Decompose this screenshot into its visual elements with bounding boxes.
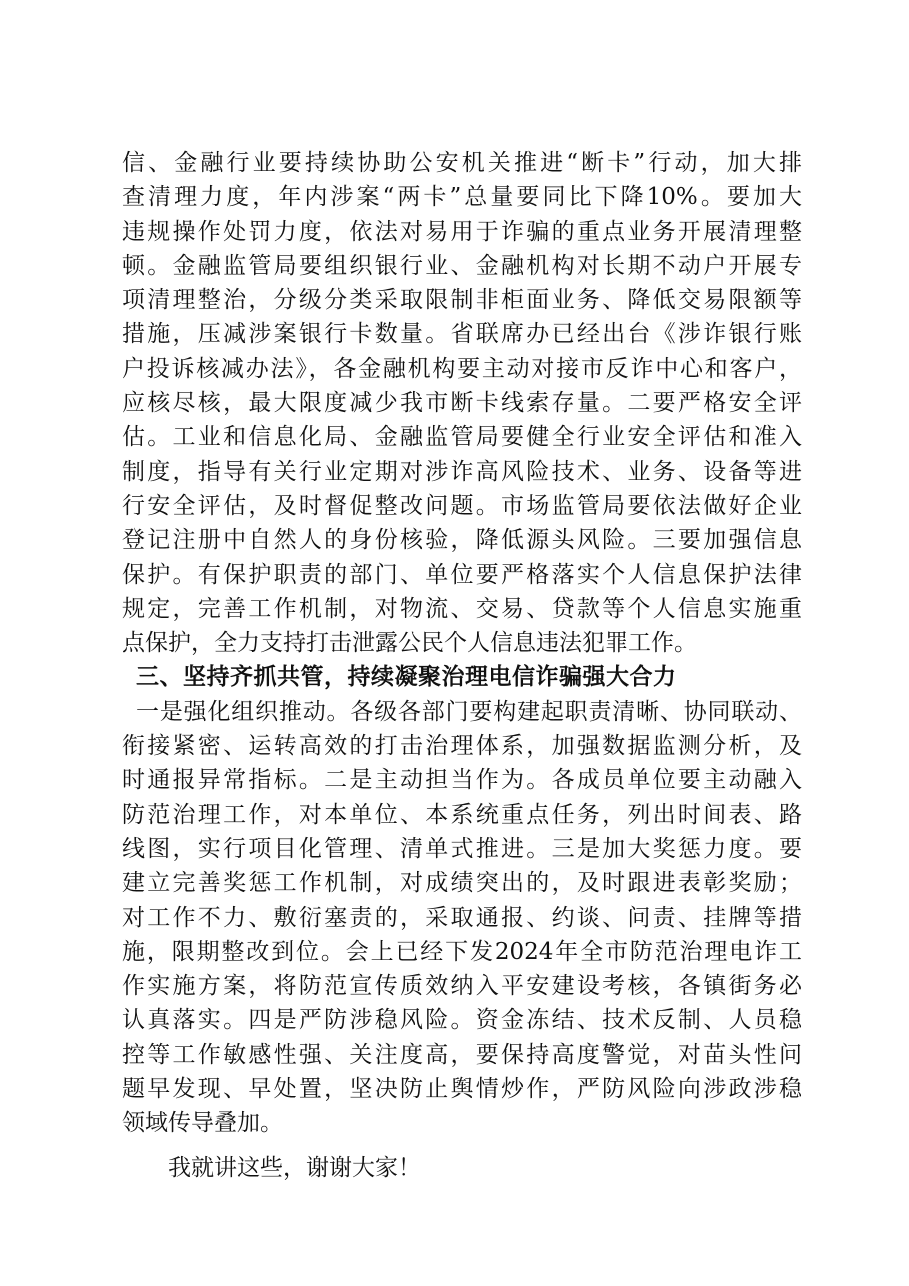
text-line: 规定，完善工作机制，对物流、交易、贷款等个人信息实施重 [122, 595, 802, 622]
text-line: 措施，压减涉案银行卡数量。省联席办已经出台《涉诈银行账 [122, 321, 802, 348]
text-line: 题早发现、早处置，坚决防止舆情炒作，严防风险向涉政涉稳 [122, 1076, 802, 1103]
text-line: 领域传导叠加。 [122, 1110, 283, 1137]
body-text [122, 146, 802, 1185]
text-line: 对工作不力、敷衍塞责的，采取通报、约谈、问责、挂牌等措 [122, 904, 802, 931]
text-line: 认真落实。四是严防涉稳风险。资金冻结、技术反制、人员稳 [122, 1007, 802, 1034]
text-line: 项清理整治，分级分类采取限制非柜面业务、降低交易限额等 [122, 287, 802, 314]
text-line: 作实施方案，将防范宣传质效纳入平安建设考核，各镇街务必 [122, 973, 802, 1000]
text-line: 查清理力度，年内涉案“两卡”总量要同比下降10%。要加大 [122, 184, 802, 211]
text-line: 估。工业和信息化局、金融监管局要健全行业安全评估和准入 [122, 424, 802, 451]
paragraph-1 [122, 146, 802, 660]
text-line: 衔接紧密、运转高效的打击治理体系，加强数据监测分析，及 [122, 733, 802, 760]
text-line: 保护。有保护职责的部门、单位要严格落实个人信息保护法律 [122, 561, 802, 588]
text-line: 建立完善奖惩工作机制，对成绩突出的，及时跟进表彰奖励； [122, 870, 802, 897]
text-line: 时通报异常指标。二是主动担当作为。各成员单位要主动融入 [122, 767, 802, 794]
text-line: 点保护，全力支持打击泄露公民个人信息违法犯罪工作。 [122, 630, 697, 657]
paragraph-2 [122, 695, 802, 1141]
text-line: 行安全评估，及时督促整改问题。市场监管局要依法做好企业 [122, 492, 802, 519]
section-heading: 三、坚持齐抓共管，持续凝聚治理电信诈骗强大合力 [136, 664, 677, 691]
text-line: 应核尽核，最大限度减少我市断卡线索存量。二要严格安全评 [122, 390, 802, 417]
text-line: 控等工作敏感性强、关注度高，要保持高度警觉，对苗头性问 [122, 1041, 802, 1068]
text-line: 户投诉核减办法》，各金融机构要主动对接市反诈中心和客户， [122, 355, 802, 382]
text-line: 线图，实行项目化管理、清单式推进。三是加大奖惩力度。要 [122, 835, 802, 862]
text-line: 违规操作处罚力度，依法对易用于诈骗的重点业务开展清理整 [122, 218, 802, 245]
text-line: 一是强化组织推动。各级各部门要构建起职责清晰、协同联动、 [136, 698, 802, 725]
text-line: 制度，指导有关行业定期对涉诈高风险技术、业务、设备等进 [122, 458, 802, 485]
text-line: 信、金融行业要持续协助公安机关推进“断卡”行动，加大排 [122, 150, 802, 176]
text-line: 顿。金融监管局要组织银行业、金融机构对长期不动户开展专 [122, 252, 802, 279]
closing-line: 我就讲这些，谢谢大家！ [168, 1154, 421, 1181]
text-line: 施，限期整改到位。会上已经下发2024年全市防范治理电诈工 [122, 938, 802, 965]
text-line: 防范治理工作，对本单位、本系统重点任务，列出时间表、路 [122, 801, 802, 828]
text-line: 登记注册中自然人的身份核验，降低源头风险。三要加强信息 [122, 527, 802, 554]
